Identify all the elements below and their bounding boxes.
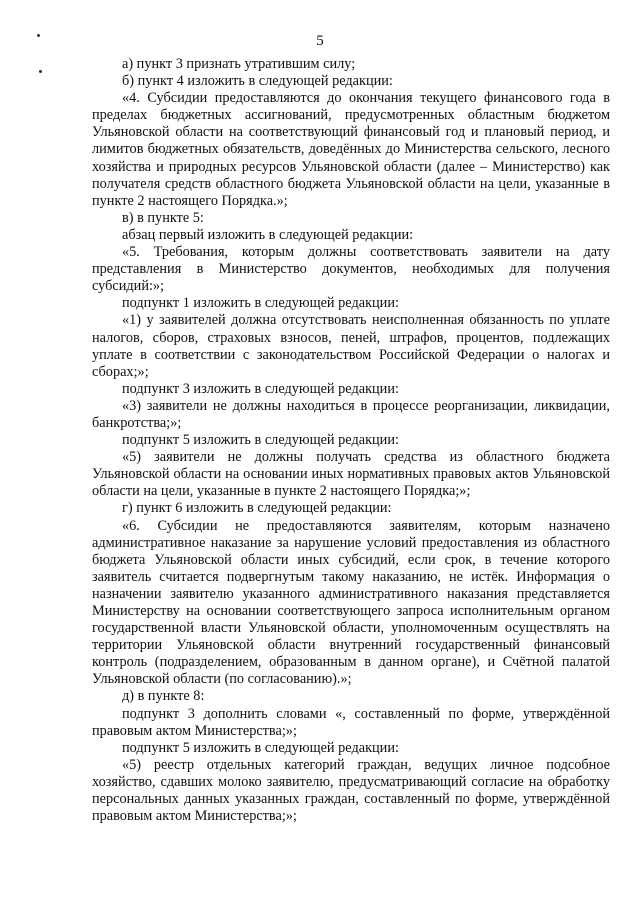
margin-mark [39,70,42,73]
paragraph: подпункт 3 изложить в следующей редакции: [122,380,399,397]
paragraph: «5) реестр отдельных категорий граждан, ведущих личное подсобное хозяйство, сдавших молоко заявителю, предусматривающий согласие на обработку персональных данных указанных граждан, составленный по форме, утверждённой правовым актом Министерства;»; [92,756,610,825]
paragraph: «6. Субсидии не предоставляются заявителям, которым назначено административное наказание за нарушение условий предоставления из областного бюджета Ульяновской области иных субсидий, если срок, в течение которого заявитель считается подвергнутым такому наказанию, не истёк. Информация о назначении заявителю указанного административного наказания представляется Министерству на основании соответствующего запроса исполнительным органом государственной власти Ульяновской области, уполномоченным осуществлять на территории Ульяновской области внутренний государственный финансовый контроль (подразделением, образованным в данном органе), и Счётной палатой Ульяновской области (по согласованию).»; [92,517,610,688]
paragraph: «4. Субсидии предоставляются до окончания текущего финансового года в пределах бюджетных ассигнований, предусмотренных областным бюджетом Ульяновской области на соответствующий финансовый год и плановый период, и лимитов бюджетных обязательств, доведённых до Министерства сельского, лесного хозяйства и природных ресурсов Ульяновской области (далее – Министерство) как получателя средств областного бюджета Ульяновской области на цели, указанные в пункте 2 настоящего Порядка.»; [92,90,610,209]
document-body [92,56,610,825]
paragraph: подпункт 5 изложить в следующей редакции: [122,739,399,756]
paragraph: подпункт 5 изложить в следующей редакции: [122,432,399,449]
paragraph: «3) заявители не должны находиться в процессе реорганизации, ликвидации, банкротства;»; [92,397,610,431]
page-number: 5 [316,33,324,49]
paragraph: «5) заявители не должны получать средства из областного бюджета Ульяновской области на основании иных нормативных правовых актов Ульяновской области на цели, указанные в пункте 2 настоящего Порядка;»; [92,449,610,500]
paragraph: абзац первый изложить в следующей редакции: [122,226,414,243]
paragraph: подпункт 3 дополнить словами «, составленный по форме, утверждённой правовым актом Министерства;»; [92,705,610,739]
paragraph: б) пункт 4 изложить в следующей редакции: [122,73,393,90]
paragraph: «5. Требования, которым должны соответствовать заявители на дату представления в Министерство документов, необходимых для получения субсидий:»; [92,244,610,295]
paragraph: подпункт 1 изложить в следующей редакции: [122,295,399,312]
paragraph: «1) у заявителей должна отсутствовать неисполненная обязанность по уплате налогов, сборов, страховых взносов, пеней, штрафов, процентов, подлежащих уплате в соответствии с законодательством Российской Федерации о налогах и сборах;»; [92,312,610,380]
paragraph: г) пункт 6 изложить в следующей редакции: [122,500,392,517]
paragraph: в) в пункте 5: [122,209,204,226]
paragraph: д) в пункте 8: [122,688,205,705]
paragraph: а) пункт 3 признать утратившим силу; [122,56,356,72]
